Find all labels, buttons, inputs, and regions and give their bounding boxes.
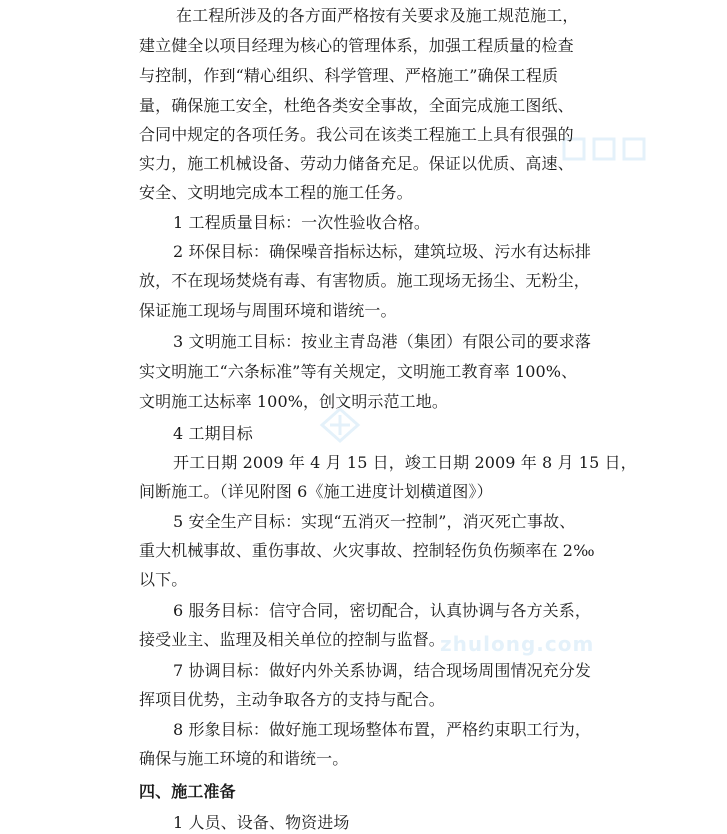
text-line: 1 工程质量目标：一次性验收合格。	[173, 213, 430, 232]
text-line: 文明施工达标率 100%，创文明示范工地。	[139, 392, 448, 411]
text-line: 与控制，作到“精心组织、科学管理、严格施工”确保工程质	[139, 66, 559, 85]
text-line: 3 文明施工目标：按业主青岛港（集团）有限公司的要求落	[173, 332, 591, 351]
text-line: 实文明施工“六条标准”等有关规定，文明施工教育率 100%、	[139, 362, 578, 381]
watermark-mark	[560, 135, 660, 168]
text-line: 安全、文明地完成本工程的施工任务。	[139, 183, 413, 202]
text-line: 8 形象目标：做好施工现场整体布置，严格约束职工行为，	[173, 720, 591, 739]
text-line: 2 环保目标：确保噪音指标达标，建筑垃圾、污水有达标排	[173, 242, 591, 261]
text-line: 放，不在现场焚烧有毒、有害物质。施工现场无扬尘、无粉尘，	[139, 271, 590, 290]
text-line: 确保与施工环境的和谐统一。	[139, 749, 349, 768]
text-line: 4 工期目标	[173, 424, 253, 443]
text-line: 间断施工。（详见附图 6《施工进度计划横道图》）	[139, 482, 493, 501]
text-line: 以下。	[139, 570, 188, 589]
text-line: 建立健全以项目经理为核心的管理体系，加强工程质量的检查	[139, 36, 574, 55]
text-line: 挥项目优势，主动争取各方的支持与配合。	[139, 690, 445, 709]
text-line: 7 协调目标：做好内外关系协调，结合现场周围情况充分发	[173, 661, 591, 680]
text-line: 接受业主、监理及相关单位的控制与监督。	[139, 630, 445, 649]
text-line: 6 服务目标：信守合同，密切配合，认真协调与各方关系，	[173, 601, 591, 620]
section-heading: 四、施工准备	[139, 782, 236, 801]
text-line: 5 安全生产目标：实现“五消灭一控制”，消灭死亡事故、	[173, 512, 576, 531]
text-line: 重大机械事故、重伤事故、火灾事故、控制轻伤负伤频率在 2‰	[139, 541, 595, 560]
text-line: 保证施工现场与周围环境和谐统一。	[139, 301, 397, 320]
watermark-text: zhulong.com	[440, 632, 595, 656]
text-line: 开工日期 2009 年 4 月 15 日，竣工日期 2009 年 8 月 15 日，	[173, 453, 637, 472]
text-line: 量，确保施工安全，杜绝各类安全事故，全面完成施工图纸、	[139, 96, 574, 115]
text-line: 实力，施工机械设备、劳动力储备充足。保证以优质、高速、	[139, 154, 574, 173]
text-line: 合同中规定的各项任务。我公司在该类工程施工上具有很强的	[139, 125, 574, 144]
text-line: 1 人员、设备、物资进场	[173, 813, 350, 832]
text-line: 在工程所涉及的各方面严格按有关要求及施工规范施工，	[176, 6, 579, 25]
